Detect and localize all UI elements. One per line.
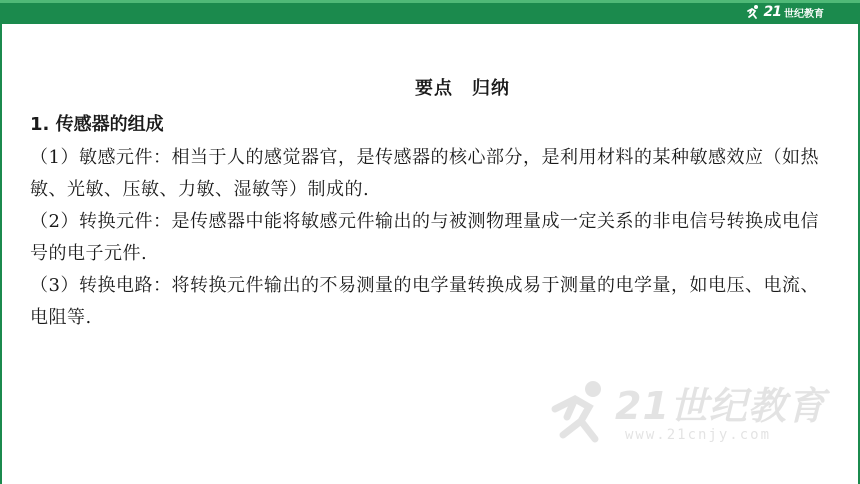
watermark-url: www.21cnjy.com (625, 427, 772, 443)
header-stripe (0, 0, 860, 3)
runner-icon (745, 4, 761, 20)
watermark-runner-icon (545, 377, 615, 447)
slide-heading: 要点 归纳 (415, 78, 510, 99)
frame-left (0, 24, 2, 484)
brand-number: 21 (763, 4, 781, 20)
section-title: 1. 传感器的组成 (30, 114, 164, 135)
watermark-brand: 21世纪教育 (615, 384, 826, 428)
watermark (545, 375, 835, 455)
header-bar (0, 0, 860, 24)
paragraph-conversion-element: （2）转换元件：是传感器中能将敏感元件输出的与被测物理量成一定关系的非电信号转换成电信号的电子元件. (30, 211, 819, 264)
brand-text: 世纪教育 (784, 8, 824, 20)
paragraph-conversion-circuit: （3）转换电路：将转换元件输出的不易测量的电学量转换成易于测量的电学量，如电压、电流、电阻等. (30, 275, 819, 328)
brand-logo (745, 4, 824, 20)
paragraph-sensitive-element: （1）敏感元件：相当于人的感觉器官，是传感器的核心部分，是利用材料的某种敏感效应（如热敏、光敏、压敏、力敏、湿敏等）制成的. (30, 147, 819, 200)
